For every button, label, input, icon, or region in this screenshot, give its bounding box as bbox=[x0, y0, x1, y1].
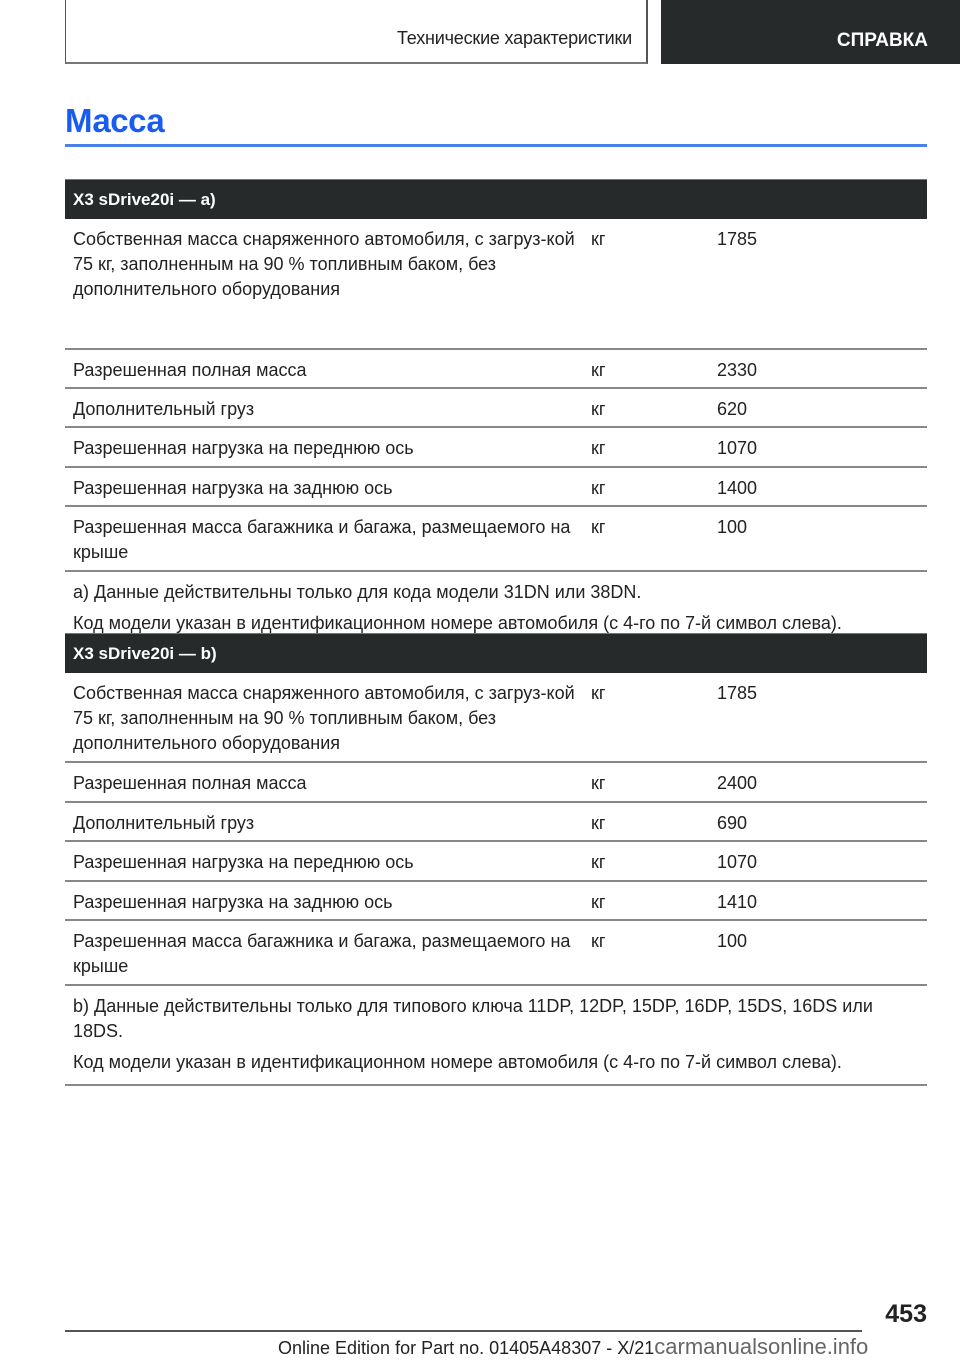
table-row bbox=[65, 921, 927, 986]
table-row bbox=[65, 882, 927, 921]
edition-text: Online Edition for Part no. 01405A48307 - X/21 bbox=[278, 1338, 655, 1358]
row-label: Разрешенная нагрузка на переднюю ось bbox=[73, 438, 414, 458]
row-unit: кг bbox=[591, 773, 606, 793]
row-label: Дополнительный груз bbox=[73, 399, 255, 419]
table-row bbox=[65, 389, 927, 428]
row-value: 100 bbox=[717, 931, 748, 951]
row-unit: кг bbox=[591, 892, 606, 912]
row-label: Разрешенная нагрузка на заднюю ось bbox=[73, 892, 393, 912]
chapter-label: СПРАВКА bbox=[836, 30, 928, 51]
row-label: Разрешенная масса багажника и багажа, размещаемого на крыше bbox=[73, 517, 571, 562]
section-label: Технические характеристики bbox=[397, 28, 632, 48]
watermark-link[interactable]: carmanualsonline.info bbox=[654, 1334, 869, 1359]
table-heading: X3 sDrive20i — a) bbox=[65, 179, 927, 219]
row-value: 2330 bbox=[717, 360, 758, 380]
row-unit: кг bbox=[591, 399, 606, 419]
table-row bbox=[65, 763, 927, 803]
row-value: 1070 bbox=[717, 438, 758, 458]
page-title: Масса bbox=[65, 102, 165, 139]
row-value: 690 bbox=[717, 813, 748, 833]
row-unit: кг bbox=[591, 229, 606, 249]
row-label: Разрешенная нагрузка на переднюю ось bbox=[73, 852, 414, 872]
row-value: 1785 bbox=[717, 683, 758, 703]
row-label: Собственная масса снаряженного автомобиля, с загруз-кой 75 кг, заполненным на 90 % топливным баком, без дополнительного оборудования bbox=[73, 229, 575, 299]
spec-table-b bbox=[65, 633, 927, 1086]
row-value: 100 bbox=[717, 517, 748, 537]
row-unit: кг bbox=[591, 438, 606, 458]
table-row bbox=[65, 468, 927, 507]
page-number: 453 bbox=[885, 1300, 927, 1328]
row-unit: кг bbox=[591, 360, 606, 380]
table-footnote bbox=[65, 986, 927, 1086]
table-row bbox=[65, 428, 927, 468]
footnote-text: b) Данные действительны только для типового ключа 11DP, 12DP, 15DP, 16DP, 15DS, 16DS или 18DS. bbox=[73, 996, 873, 1041]
spec-table-a bbox=[65, 179, 927, 644]
table-row bbox=[65, 803, 927, 842]
row-label: Разрешенная масса багажника и багажа, размещаемого на крыше bbox=[73, 931, 571, 976]
table-row bbox=[65, 673, 927, 763]
section-header-tab bbox=[65, 0, 648, 64]
footer-edition bbox=[278, 1334, 868, 1360]
row-unit: кг bbox=[591, 478, 606, 498]
row-label: Разрешенная полная масса bbox=[73, 360, 307, 380]
table-row bbox=[65, 350, 927, 389]
row-unit: кг bbox=[591, 931, 606, 951]
row-label: Собственная масса снаряженного автомобиля, с загруз-кой 75 кг, заполненным на 90 % топливным баком, без дополнительного оборудования bbox=[73, 683, 575, 753]
chapter-header-tab bbox=[661, 0, 960, 64]
row-value: 1070 bbox=[717, 852, 758, 872]
footnote-text: Код модели указан в идентификационном номере автомобиля (с 4-го по 7-й символ слева). bbox=[73, 1052, 842, 1072]
row-value: 1785 bbox=[717, 229, 758, 249]
table-row bbox=[65, 219, 927, 350]
row-value: 1400 bbox=[717, 478, 758, 498]
footnote-text: Код модели указан в идентификационном номере автомобиля (с 4-го по 7-й символ слева). bbox=[73, 613, 842, 633]
table-row bbox=[65, 842, 927, 882]
row-unit: кг bbox=[591, 683, 606, 703]
row-unit: кг bbox=[591, 852, 606, 872]
row-value: 620 bbox=[717, 399, 748, 419]
row-unit: кг bbox=[591, 517, 606, 537]
table-heading: X3 sDrive20i — b) bbox=[65, 633, 927, 673]
title-divider bbox=[65, 144, 927, 147]
footnote-text: a) Данные действительны только для кода модели 31DN или 38DN. bbox=[73, 582, 642, 602]
table-row bbox=[65, 507, 927, 572]
footer-divider bbox=[65, 1330, 862, 1332]
row-value: 1410 bbox=[717, 892, 758, 912]
row-label: Дополнительный груз bbox=[73, 813, 255, 833]
row-label: Разрешенная полная масса bbox=[73, 773, 307, 793]
row-label: Разрешенная нагрузка на заднюю ось bbox=[73, 478, 393, 498]
row-value: 2400 bbox=[717, 773, 758, 793]
row-unit: кг bbox=[591, 813, 606, 833]
